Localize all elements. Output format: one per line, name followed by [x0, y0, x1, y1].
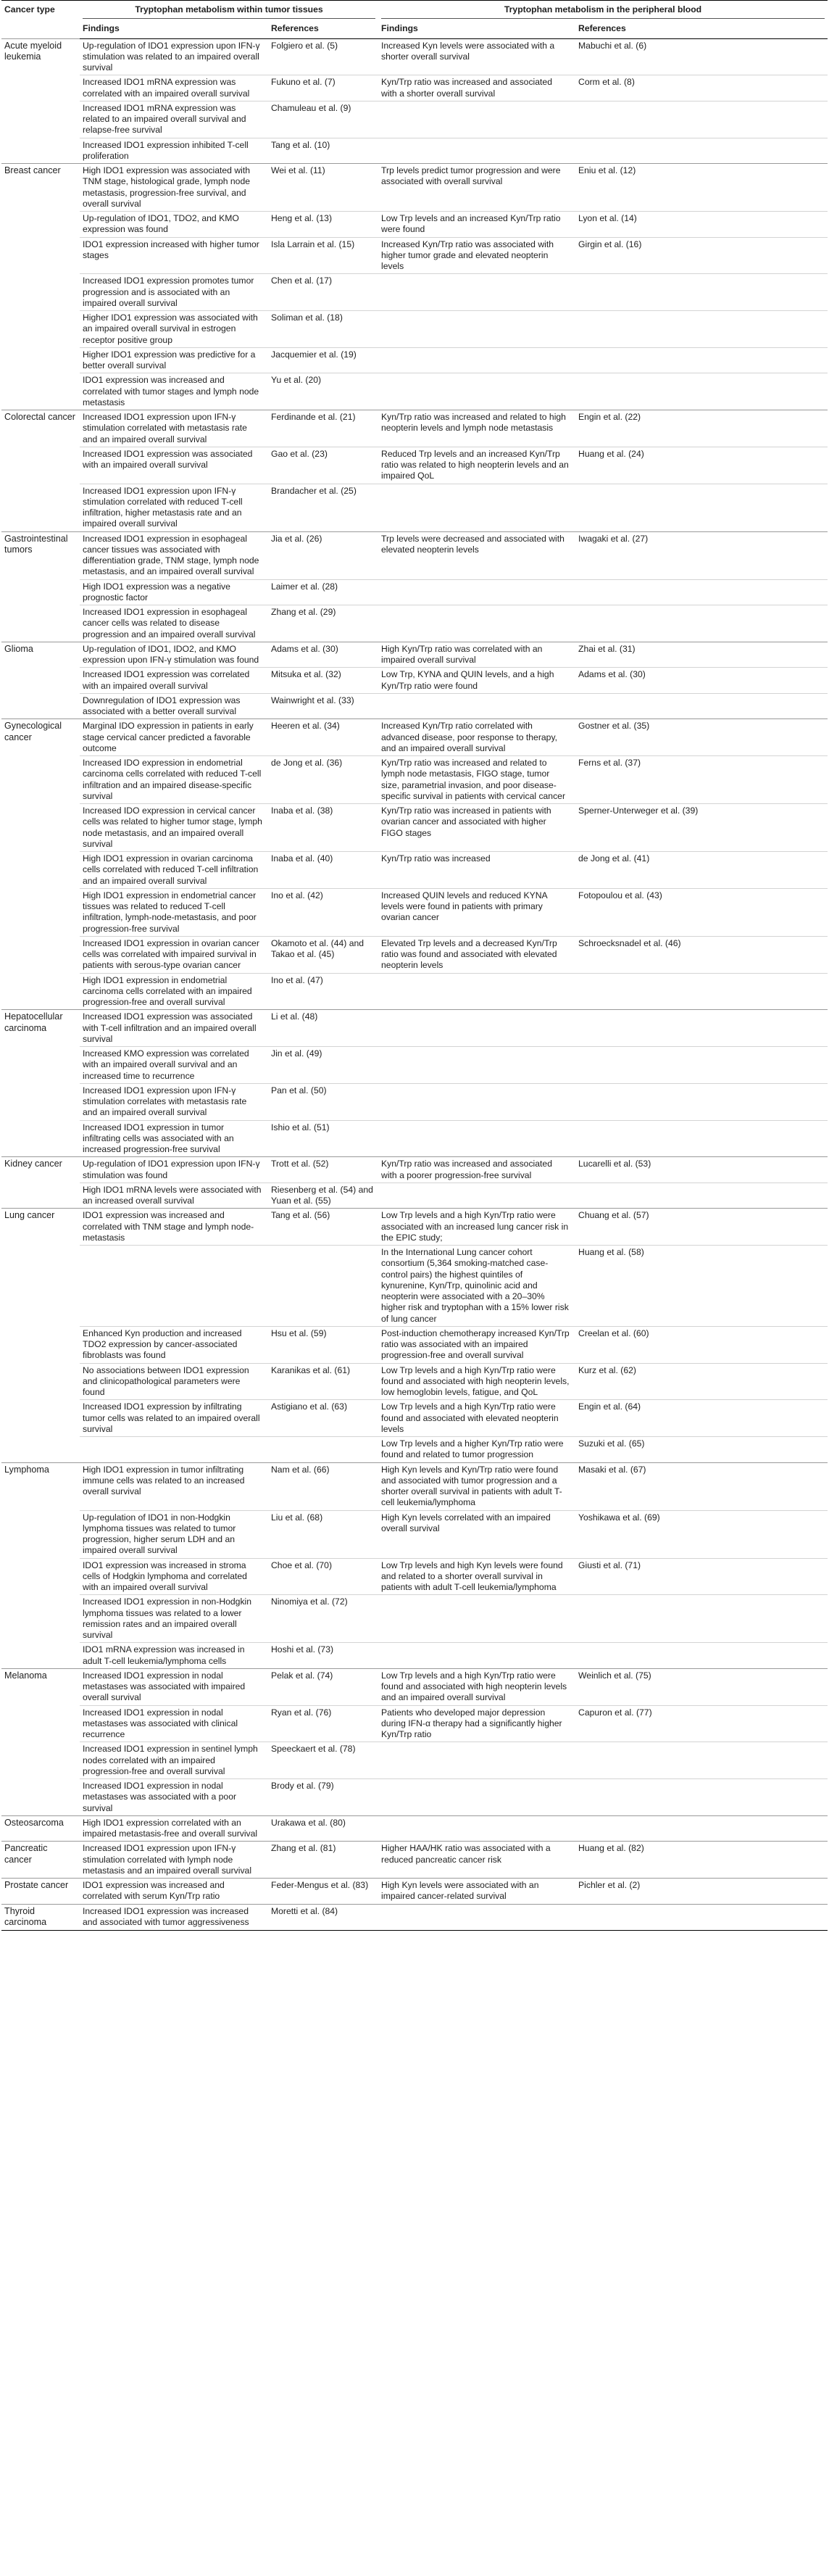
table-row — [1, 668, 828, 694]
blood-reference-cell: Corm et al. (8) — [575, 75, 828, 102]
blood-finding-cell — [378, 1183, 575, 1209]
table-row — [1, 1510, 828, 1558]
cancer-type-cell: Colorectal cancer — [1, 410, 80, 532]
table-row — [1, 1010, 828, 1047]
tissue-finding-cell: Increased IDO1 expression in ovarian cancer cells was correlated with impaired survival in patients with serous-type ovarian cancer — [80, 936, 268, 973]
cancer-type-cell: Glioma — [1, 642, 80, 719]
table-row — [1, 1742, 828, 1779]
table-row — [1, 973, 828, 1010]
blood-reference-cell: Masaki et al. (67) — [575, 1462, 828, 1510]
tissue-reference-cell: Yu et al. (20) — [268, 373, 378, 410]
blood-reference-cell — [575, 101, 828, 138]
blood-finding-cell — [378, 274, 575, 311]
tissue-finding-cell: Increased IDO1 expression in nodal metastases was associated with clinical recurrence — [80, 1705, 268, 1742]
tissue-finding-cell: Higher IDO1 expression was predictive for a better overall survival — [80, 347, 268, 373]
table-row — [1, 1668, 828, 1705]
blood-reference-cell: Zhai et al. (31) — [575, 642, 828, 668]
tissue-finding-cell: Enhanced Kyn production and increased TDO2 expression by cancer-associated fibroblasts was found — [80, 1326, 268, 1363]
tissue-reference-cell: Urakawa et al. (80) — [268, 1815, 378, 1842]
tissue-reference-cell: Fukuno et al. (7) — [268, 75, 378, 102]
tissue-reference-cell: Ishio et al. (51) — [268, 1120, 378, 1157]
blood-reference-cell: Weinlich et al. (75) — [575, 1668, 828, 1705]
table-row — [1, 936, 828, 973]
table-row — [1, 719, 828, 756]
blood-finding-cell: Patients who developed major depression during IFN-α therapy had a significantly higher Kyn/Trp ratio — [378, 1705, 575, 1742]
table-row — [1, 38, 828, 75]
blood-finding-cell: Low Trp levels and a high Kyn/Trp ratio were found and associated with high neopterin levels and an impaired overall survival — [378, 1668, 575, 1705]
blood-reference-cell: Eniu et al. (12) — [575, 164, 828, 212]
cancer-type-cell: Kidney cancer — [1, 1157, 80, 1209]
table-row — [1, 1047, 828, 1084]
blood-finding-cell: Increased QUIN levels and reduced KYNA levels were found in patients with primary ovarian cancer — [378, 888, 575, 936]
table-row — [1, 1157, 828, 1183]
blood-reference-cell: Chuang et al. (57) — [575, 1209, 828, 1246]
tissue-reference-cell: Li et al. (48) — [268, 1010, 378, 1047]
blood-reference-cell: Pichler et al. (2) — [575, 1879, 828, 1905]
blood-finding-cell: Kyn/Trp ratio was increased and associated with a shorter overall survival — [378, 75, 575, 102]
table-row — [1, 138, 828, 164]
blood-reference-cell: de Jong et al. (41) — [575, 852, 828, 889]
tissue-finding-cell: Up-regulation of IDO1, IDO2, and KMO expression upon IFN-γ stimulation was found — [80, 642, 268, 668]
blood-finding-cell: Low Trp, KYNA and QUIN levels, and a high Kyn/Trp ratio were found — [378, 668, 575, 694]
table-row — [1, 579, 828, 605]
blood-reference-cell: Giusti et al. (71) — [575, 1558, 828, 1595]
blood-reference-cell — [575, 311, 828, 348]
tissue-reference-cell: Karanikas et al. (61) — [268, 1363, 378, 1400]
blood-finding-cell: Low Trp levels and a higher Kyn/Trp ratio were found and related to tumor progression — [378, 1437, 575, 1463]
table-row — [1, 101, 828, 138]
table-row — [1, 347, 828, 373]
cancer-type-cell: Prostate cancer — [1, 1879, 80, 1905]
tissue-finding-cell: Increased IDO1 expression in esophageal cancer cells was related to disease progression and an impaired overall survival — [80, 605, 268, 642]
table-row — [1, 373, 828, 410]
blood-finding-cell — [378, 693, 575, 719]
blood-finding-cell: Low Trp levels and a high Kyn/Trp ratio were associated with an increased lung cancer risk in the EPIC study; — [378, 1209, 575, 1246]
tissue-reference-cell: Folgiero et al. (5) — [268, 38, 378, 75]
header-tumor-tissues — [80, 1, 378, 22]
blood-finding-cell — [378, 311, 575, 348]
tissue-reference-cell: Soliman et al. (18) — [268, 311, 378, 348]
blood-reference-cell: Huang et al. (58) — [575, 1246, 828, 1327]
tissue-finding-cell: Increased IDO1 expression upon IFN-γ stimulation correlates with metastasis rate and an impaired overall survival — [80, 1083, 268, 1120]
tissue-finding-cell: High IDO1 expression in tumor infiltrating immune cells was related to an increased overall survival — [80, 1462, 268, 1510]
tissue-reference-cell: Ninomiya et al. (72) — [268, 1595, 378, 1643]
header-peripheral-blood — [378, 1, 828, 22]
blood-finding-cell: Kyn/Trp ratio was increased in patients with ovarian cancer and associated with higher FIGO stages — [378, 804, 575, 852]
tissue-finding-cell: IDO1 expression was increased and correlated with serum Kyn/Trp ratio — [80, 1879, 268, 1905]
tissue-reference-cell: Moretti et al. (84) — [268, 1904, 378, 1930]
cancer-type-cell: Gastrointestinal tumors — [1, 531, 80, 642]
table-row — [1, 274, 828, 311]
table-row — [1, 1558, 828, 1595]
blood-reference-cell — [575, 484, 828, 531]
blood-finding-cell — [378, 484, 575, 531]
table-row — [1, 1363, 828, 1400]
blood-finding-cell: Increased Kyn/Trp ratio correlated with advanced disease, poor response to therapy, and an impaired overall survival — [378, 719, 575, 756]
blood-reference-cell: Ferns et al. (37) — [575, 756, 828, 804]
cancer-type-cell: Pancreatic cancer — [1, 1842, 80, 1879]
blood-reference-cell — [575, 347, 828, 373]
tissue-reference-cell: Brandacher et al. (25) — [268, 484, 378, 531]
tissue-reference-cell: Hsu et al. (59) — [268, 1326, 378, 1363]
blood-finding-cell: Increased Kyn/Trp ratio was associated with higher tumor grade and elevated neopterin levels — [378, 237, 575, 274]
tissue-reference-cell: Jacquemier et al. (19) — [268, 347, 378, 373]
blood-finding-cell — [378, 1595, 575, 1643]
blood-reference-cell: Schroecksnadel et al. (46) — [575, 936, 828, 973]
tissue-reference-cell: Ryan et al. (76) — [268, 1705, 378, 1742]
tissue-finding-cell: Increased IDO1 expression upon IFN-γ stimulation correlated with metastasis rate and an impaired overall survival — [80, 410, 268, 447]
tissue-finding-cell: Increased IDO expression in endometrial carcinoma cells correlated with reduced T-cell infiltration and an impaired disease-specific survival — [80, 756, 268, 804]
blood-finding-cell: Trp levels were decreased and associated with elevated neopterin levels — [378, 531, 575, 579]
blood-finding-cell — [378, 1010, 575, 1047]
blood-finding-cell — [378, 1047, 575, 1084]
tissue-finding-cell: Increased IDO1 expression in non-Hodgkin lymphoma tissues was related to a lower remission rates and an impaired overall survival — [80, 1595, 268, 1643]
table-row — [1, 237, 828, 274]
blood-finding-cell — [378, 373, 575, 410]
tissue-reference-cell: Nam et al. (66) — [268, 1462, 378, 1510]
tissue-reference-cell: Ino et al. (47) — [268, 973, 378, 1010]
blood-finding-cell: Post-induction chemotherapy increased Kyn/Trp ratio was associated with an impaired progression-free and overall survival — [378, 1326, 575, 1363]
table-row — [1, 1209, 828, 1246]
table-row — [1, 693, 828, 719]
blood-reference-cell: Yoshikawa et al. (69) — [575, 1510, 828, 1558]
blood-reference-cell — [575, 693, 828, 719]
blood-finding-cell — [378, 605, 575, 642]
cancer-type-cell: Lymphoma — [1, 1462, 80, 1668]
table-row — [1, 410, 828, 447]
blood-reference-cell — [575, 973, 828, 1010]
blood-finding-cell: Reduced Trp levels and an increased Kyn/Trp ratio was related to high neopterin levels and an impaired QoL — [378, 447, 575, 484]
blood-finding-cell: Elevated Trp levels and a decreased Kyn/Trp ratio was found and associated with elevated neopterin levels — [378, 936, 575, 973]
header-tumor-tissues-label: Tryptophan metabolism within tumor tissues — [83, 4, 375, 19]
blood-reference-cell — [575, 1183, 828, 1209]
blood-finding-cell: High Kyn levels correlated with an impaired overall survival — [378, 1510, 575, 1558]
header-blood-references: References — [575, 22, 828, 38]
blood-reference-cell — [575, 605, 828, 642]
tissue-reference-cell: Jin et al. (49) — [268, 1047, 378, 1084]
blood-finding-cell: Kyn/Trp ratio was increased and associated with a poorer progression-free survival — [378, 1157, 575, 1183]
header-peripheral-blood-label: Tryptophan metabolism in the peripheral blood — [381, 4, 825, 19]
blood-reference-cell — [575, 274, 828, 311]
tissue-finding-cell: High IDO1 expression in endometrial carcinoma cells correlated with an impaired progression-free and overall survival — [80, 973, 268, 1010]
cancer-type-cell: Melanoma — [1, 1668, 80, 1815]
tissue-reference-cell: Ino et al. (42) — [268, 888, 378, 936]
cancer-type-cell: Acute myeloid leukemia — [1, 38, 80, 164]
header-cancer-type: Cancer type — [1, 1, 80, 39]
tissue-finding-cell: IDO1 mRNA expression was increased in adult T-cell leukemia/lymphoma cells — [80, 1643, 268, 1669]
blood-reference-cell: Lyon et al. (14) — [575, 212, 828, 238]
table-row — [1, 447, 828, 484]
table-row — [1, 1643, 828, 1669]
blood-finding-cell: Trp levels predict tumor progression and were associated with overall survival — [378, 164, 575, 212]
blood-reference-cell: Capuron et al. (77) — [575, 1705, 828, 1742]
blood-finding-cell: High Kyn levels and Kyn/Trp ratio were found and associated with tumor progression and a shorter overall survival in patients with adult T-cell leukemia/lymphoma — [378, 1462, 575, 1510]
blood-reference-cell: Engin et al. (64) — [575, 1400, 828, 1437]
blood-finding-cell: Increased Kyn levels were associated with a shorter overall survival — [378, 38, 575, 75]
tissue-finding-cell: Increased IDO1 expression inhibited T-cell proliferation — [80, 138, 268, 164]
table-row — [1, 1705, 828, 1742]
tissue-finding-cell: Increased IDO1 expression by infiltrating tumor cells was related to an impaired overall survival — [80, 1400, 268, 1437]
blood-reference-cell: Lucarelli et al. (53) — [575, 1157, 828, 1183]
tissue-finding-cell: Increased IDO1 expression was correlated with an impaired overall survival — [80, 668, 268, 694]
blood-finding-cell — [378, 1904, 575, 1930]
blood-finding-cell — [378, 1120, 575, 1157]
table-row — [1, 756, 828, 804]
table-row — [1, 1183, 828, 1209]
table-row — [1, 1462, 828, 1510]
tissue-finding-cell: IDO1 expression was increased and correlated with tumor stages and lymph node metastasis — [80, 373, 268, 410]
tissue-finding-cell: IDO1 expression was increased in stroma cells of Hodgkin lymphoma and correlated with an impaired overall survival — [80, 1558, 268, 1595]
tissue-reference-cell: de Jong et al. (36) — [268, 756, 378, 804]
tissue-reference-cell: Astigiano et al. (63) — [268, 1400, 378, 1437]
blood-reference-cell: Sperner-Unterweger et al. (39) — [575, 804, 828, 852]
tissue-reference-cell: Chen et al. (17) — [268, 274, 378, 311]
table-row — [1, 531, 828, 579]
tissue-finding-cell: High IDO1 expression correlated with an impaired metastasis-free and overall survival — [80, 1815, 268, 1842]
table-row — [1, 1326, 828, 1363]
tissue-reference-cell: Tang et al. (56) — [268, 1209, 378, 1246]
blood-reference-cell: Gostner et al. (35) — [575, 719, 828, 756]
tissue-reference-cell: Liu et al. (68) — [268, 1510, 378, 1558]
tissue-reference-cell: Jia et al. (26) — [268, 531, 378, 579]
table-row — [1, 888, 828, 936]
tissue-reference-cell: Mitsuka et al. (32) — [268, 668, 378, 694]
tissue-reference-cell: Pan et al. (50) — [268, 1083, 378, 1120]
tissue-finding-cell: High IDO1 expression in ovarian carcinoma cells correlated with reduced T-cell infiltration and an impaired overall survival — [80, 852, 268, 889]
cancer-type-cell: Breast cancer — [1, 164, 80, 410]
tissue-reference-cell: Adams et al. (30) — [268, 642, 378, 668]
blood-reference-cell — [575, 373, 828, 410]
blood-finding-cell — [378, 1083, 575, 1120]
blood-finding-cell: Low Trp levels and high Kyn levels were found and related to a shorter overall survival in patients with adult T-cell leukemia/lymphoma — [378, 1558, 575, 1595]
blood-reference-cell — [575, 1595, 828, 1643]
blood-finding-cell — [378, 1779, 575, 1816]
tissue-finding-cell: Increased IDO1 expression was increased and associated with tumor aggressiveness — [80, 1904, 268, 1930]
tissue-reference-cell: Inaba et al. (38) — [268, 804, 378, 852]
blood-finding-cell: High Kyn levels were associated with an impaired cancer-related survival — [378, 1879, 575, 1905]
tissue-finding-cell: Up-regulation of IDO1 in non-Hodgkin lymphoma tissues was related to tumor progression, higher serum LDH and an impaired overall survival — [80, 1510, 268, 1558]
tissue-finding-cell: Increased IDO expression in cervical cancer cells was related to higher tumor stage, lymph node metastasis, and an impaired overall survival — [80, 804, 268, 852]
blood-finding-cell: Low Trp levels and a high Kyn/Trp ratio were found and associated with high neopterin levels, low hemoglobin levels, fatigue, and QoL — [378, 1363, 575, 1400]
blood-reference-cell: Iwagaki et al. (27) — [575, 531, 828, 579]
tissue-finding-cell: Increased IDO1 expression was associated with T-cell infiltration and an impaired overall survival — [80, 1010, 268, 1047]
blood-finding-cell — [378, 101, 575, 138]
cancer-type-cell: Thyroid carcinoma — [1, 1904, 80, 1930]
blood-reference-cell — [575, 1047, 828, 1084]
table-row — [1, 1842, 828, 1879]
tissue-finding-cell: Up-regulation of IDO1, TDO2, and KMO expression was found — [80, 212, 268, 238]
cancer-type-cell: Lung cancer — [1, 1209, 80, 1462]
table-row — [1, 1437, 828, 1463]
blood-finding-cell — [378, 973, 575, 1010]
blood-reference-cell: Creelan et al. (60) — [575, 1326, 828, 1363]
table-row — [1, 212, 828, 238]
cancer-type-cell: Gynecological cancer — [1, 719, 80, 1010]
tissue-finding-cell: Increased IDO1 mRNA expression was related to an impaired overall survival and relapse-free survival — [80, 101, 268, 138]
tissue-reference-cell: Gao et al. (23) — [268, 447, 378, 484]
tissue-finding-cell: High IDO1 expression was a negative prognostic factor — [80, 579, 268, 605]
blood-finding-cell — [378, 138, 575, 164]
blood-reference-cell — [575, 579, 828, 605]
tissue-finding-cell: High IDO1 mRNA levels were associated with an increased overall survival — [80, 1183, 268, 1209]
tissue-reference-cell: Chamuleau et al. (9) — [268, 101, 378, 138]
tissue-reference-cell: Okamoto et al. (44) and Takao et al. (45) — [268, 936, 378, 973]
table-row — [1, 1083, 828, 1120]
tissue-reference-cell: Laimer et al. (28) — [268, 579, 378, 605]
tissue-reference-cell — [268, 1246, 378, 1327]
tissue-reference-cell: Heeren et al. (34) — [268, 719, 378, 756]
tissue-finding-cell: Marginal IDO expression in patients in early stage cervical cancer predicted a favorable outcome — [80, 719, 268, 756]
tissue-finding-cell: Increased IDO1 expression in nodal metastases was associated with a poor survival — [80, 1779, 268, 1816]
blood-reference-cell: Engin et al. (22) — [575, 410, 828, 447]
tissue-finding-cell — [80, 1437, 268, 1463]
blood-reference-cell: Huang et al. (24) — [575, 447, 828, 484]
tissue-reference-cell: Hoshi et al. (73) — [268, 1643, 378, 1669]
tissue-reference-cell: Inaba et al. (40) — [268, 852, 378, 889]
blood-finding-cell: In the International Lung cancer cohort consortium (5,364 smoking-matched case-control pairs) the highest quintiles of kynurenine, Kyn/Trp, quinolinic acid and neopterin were associated with a 20–30% higher risk and tryptophan with a 15% lower risk of lung cancer — [378, 1246, 575, 1327]
tryptophan-metabolism-table — [1, 0, 828, 1931]
blood-reference-cell: Huang et al. (82) — [575, 1842, 828, 1879]
tissue-reference-cell: Trott et al. (52) — [268, 1157, 378, 1183]
tissue-finding-cell: Increased IDO1 expression in sentinel lymph nodes correlated with an impaired progression-free and overall survival — [80, 1742, 268, 1779]
tissue-finding-cell: Increased IDO1 expression promotes tumor progression and is associated with an impaired overall survival — [80, 274, 268, 311]
blood-finding-cell: High Kyn/Trp ratio was correlated with an impaired overall survival — [378, 642, 575, 668]
blood-finding-cell: Kyn/Trp ratio was increased — [378, 852, 575, 889]
cancer-type-cell: Hepatocellular carcinoma — [1, 1010, 80, 1157]
blood-finding-cell: Kyn/Trp ratio was increased and related to high neopterin levels and lymph node metastasis — [378, 410, 575, 447]
table-row — [1, 484, 828, 531]
table-row — [1, 75, 828, 102]
tissue-finding-cell: IDO1 expression increased with higher tumor stages — [80, 237, 268, 274]
header-tissue-references: References — [268, 22, 378, 38]
tissue-finding-cell: IDO1 expression was increased and correlated with TNM stage and lymph node-metastasis — [80, 1209, 268, 1246]
tissue-reference-cell: Choe et al. (70) — [268, 1558, 378, 1595]
table-row — [1, 164, 828, 212]
blood-reference-cell — [575, 1779, 828, 1816]
blood-reference-cell: Adams et al. (30) — [575, 668, 828, 694]
tissue-reference-cell: Heng et al. (13) — [268, 212, 378, 238]
blood-reference-cell: Suzuki et al. (65) — [575, 1437, 828, 1463]
tissue-finding-cell: Increased IDO1 expression upon IFN-γ stimulation correlated with lymph node metastasis and an impaired overall survival — [80, 1842, 268, 1879]
table-row — [1, 852, 828, 889]
blood-finding-cell: Higher HAA/HK ratio was associated with a reduced pancreatic cancer risk — [378, 1842, 575, 1879]
blood-reference-cell — [575, 1643, 828, 1669]
blood-reference-cell — [575, 1083, 828, 1120]
table-row — [1, 1595, 828, 1643]
tissue-finding-cell: Increased IDO1 expression in nodal metastases was associated with impaired overall survival — [80, 1668, 268, 1705]
blood-reference-cell — [575, 1120, 828, 1157]
table-row — [1, 1246, 828, 1327]
tissue-finding-cell: Increased IDO1 expression in tumor infiltrating cells was associated with an increased progression-free survival — [80, 1120, 268, 1157]
tissue-reference-cell: Brody et al. (79) — [268, 1779, 378, 1816]
tissue-reference-cell: Isla Larrain et al. (15) — [268, 237, 378, 274]
blood-finding-cell — [378, 347, 575, 373]
table-row — [1, 1904, 828, 1930]
tissue-reference-cell: Ferdinande et al. (21) — [268, 410, 378, 447]
tissue-finding-cell: Downregulation of IDO1 expression was associated with a better overall survival — [80, 693, 268, 719]
tissue-finding-cell: Up-regulation of IDO1 expression upon IFN-γ stimulation was found — [80, 1157, 268, 1183]
blood-finding-cell: Low Trp levels and an increased Kyn/Trp ratio were found — [378, 212, 575, 238]
tissue-finding-cell: Higher IDO1 expression was associated with an impaired overall survival in estrogen receptor positive group — [80, 311, 268, 348]
tissue-reference-cell: Zhang et al. (29) — [268, 605, 378, 642]
table-row — [1, 311, 828, 348]
tissue-finding-cell: High IDO1 expression was associated with TNM stage, histological grade, lymph node metastasis, progression-free survival, and overall survival — [80, 164, 268, 212]
blood-finding-cell — [378, 579, 575, 605]
tissue-reference-cell: Wainwright et al. (33) — [268, 693, 378, 719]
tissue-reference-cell: Wei et al. (11) — [268, 164, 378, 212]
blood-reference-cell — [575, 1742, 828, 1779]
tissue-finding-cell: Increased IDO1 mRNA expression was correlated with an impaired overall survival — [80, 75, 268, 102]
table-row — [1, 1400, 828, 1437]
table-row — [1, 1120, 828, 1157]
header-tissue-findings: Findings — [80, 22, 268, 38]
blood-finding-cell — [378, 1742, 575, 1779]
header-blood-findings: Findings — [378, 22, 575, 38]
tissue-reference-cell: Tang et al. (10) — [268, 138, 378, 164]
blood-reference-cell: Girgin et al. (16) — [575, 237, 828, 274]
table-row — [1, 642, 828, 668]
tissue-finding-cell: Increased IDO1 expression was associated with an impaired overall survival — [80, 447, 268, 484]
tissue-finding-cell: No associations between IDO1 expression and clinicopathological parameters were found — [80, 1363, 268, 1400]
blood-finding-cell — [378, 1815, 575, 1842]
tissue-finding-cell — [80, 1246, 268, 1327]
tissue-finding-cell: Up-regulation of IDO1 expression upon IFN-γ stimulation was related to an impaired overall survival — [80, 38, 268, 75]
blood-reference-cell — [575, 138, 828, 164]
cancer-type-cell: Osteosarcoma — [1, 1815, 80, 1842]
blood-reference-cell: Mabuchi et al. (6) — [575, 38, 828, 75]
blood-reference-cell — [575, 1904, 828, 1930]
blood-reference-cell: Fotopoulou et al. (43) — [575, 888, 828, 936]
blood-reference-cell — [575, 1815, 828, 1842]
data-table — [1, 0, 828, 1931]
tissue-reference-cell: Pelak et al. (74) — [268, 1668, 378, 1705]
table-row — [1, 605, 828, 642]
blood-finding-cell: Low Trp levels and a high Kyn/Trp ratio were found and associated with elevated neopterin levels — [378, 1400, 575, 1437]
tissue-finding-cell: Increased IDO1 expression in esophageal cancer tissues was associated with differentiation grade, TNM stage, lymph node metastasis, and an impaired overall survival — [80, 531, 268, 579]
table-row — [1, 1779, 828, 1816]
blood-finding-cell: Kyn/Trp ratio was increased and related to lymph node metastasis, FIGO stage, tumor size, parametrial invasion, and poor disease-specific survival in patients with cervical cancer — [378, 756, 575, 804]
blood-reference-cell: Kurz et al. (62) — [575, 1363, 828, 1400]
tissue-reference-cell: Feder-Mengus et al. (83) — [268, 1879, 378, 1905]
tissue-reference-cell: Speeckaert et al. (78) — [268, 1742, 378, 1779]
table-row — [1, 1815, 828, 1842]
blood-reference-cell — [575, 1010, 828, 1047]
tissue-finding-cell: High IDO1 expression in endometrial cancer tissues was related to reduced T-cell infiltration, lymph-node-metastasis, and poor progression-free survival — [80, 888, 268, 936]
table-body — [1, 38, 828, 1930]
tissue-reference-cell: Zhang et al. (81) — [268, 1842, 378, 1879]
tissue-reference-cell — [268, 1437, 378, 1463]
tissue-finding-cell: Increased IDO1 expression upon IFN-γ stimulation correlated with reduced T-cell infiltration, higher metastasis rate and an impaired overall survival — [80, 484, 268, 531]
tissue-reference-cell: Riesenberg et al. (54) and Yuan et al. (55) — [268, 1183, 378, 1209]
table-row — [1, 1879, 828, 1905]
blood-finding-cell — [378, 1643, 575, 1669]
table-row — [1, 804, 828, 852]
tissue-finding-cell: Increased KMO expression was correlated with an impaired overall survival and an increased time to recurrence — [80, 1047, 268, 1084]
